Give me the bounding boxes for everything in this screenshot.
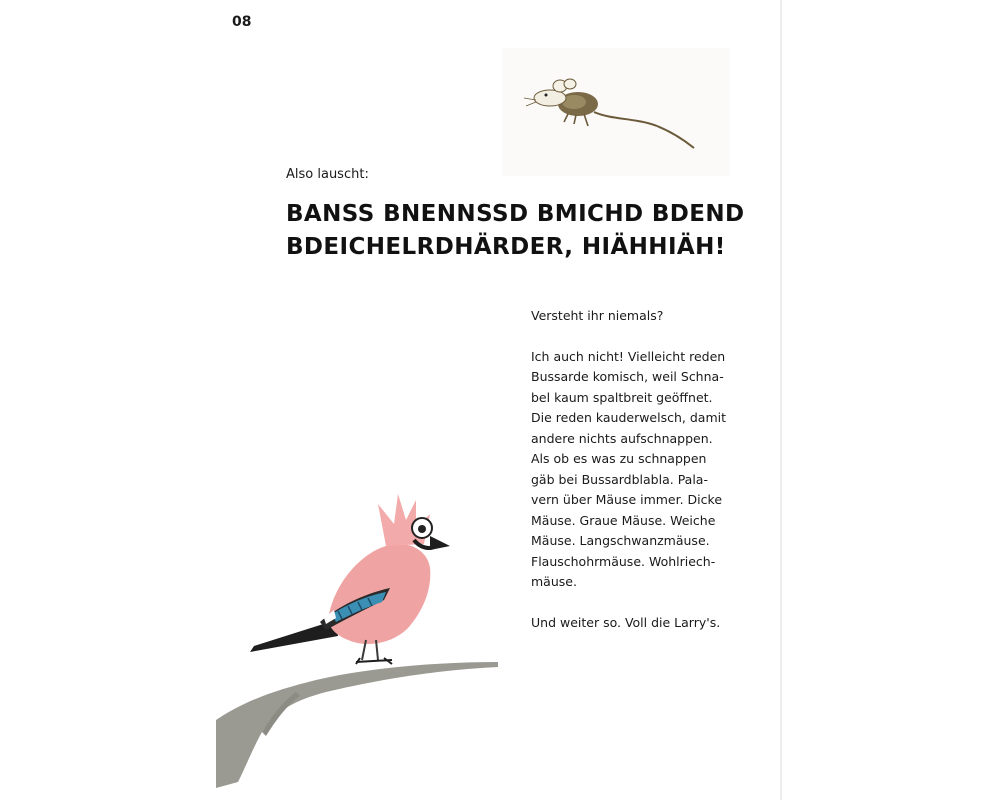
main-paragraph bbox=[531, 347, 726, 593]
intro-text: Also lauscht: bbox=[286, 167, 369, 182]
paragraph-line: Bussarde komisch, weil Schna- bbox=[531, 369, 724, 384]
paragraph-line: gäb bei Bussardblabla. Pala- bbox=[531, 471, 708, 487]
bird-on-branch-drawing bbox=[216, 470, 516, 800]
paragraph-line: Die reden kauderwelsch, damit bbox=[531, 410, 726, 425]
mouse-drawing bbox=[502, 48, 730, 176]
question-text: Versteht ihr niemals? bbox=[531, 308, 664, 323]
paragraph-line: Als ob es was zu schnappen bbox=[531, 451, 707, 466]
paragraph-line: mäuse. bbox=[531, 574, 577, 589]
headline bbox=[286, 198, 746, 264]
body-text-column bbox=[531, 306, 726, 653]
closing-text: Und weiter so. Voll die Larry's. bbox=[531, 614, 721, 630]
paragraph-line: Mäuse. Graue Mäuse. Weiche bbox=[531, 512, 716, 528]
headline-line-1: BANSS BNENNSSD BMICHD BDEND bbox=[286, 201, 745, 227]
mouse-illustration bbox=[502, 48, 730, 176]
jay-bird-illustration bbox=[216, 470, 516, 800]
paragraph-line: vern über Mäuse immer. Dicke bbox=[531, 492, 723, 507]
paragraph-line: Mäuse. Langschwanzmäuse. bbox=[531, 533, 710, 548]
paragraph-line: bel kaum spaltbreit geöffnet. bbox=[531, 389, 713, 405]
right-margin bbox=[782, 0, 1000, 800]
page-number: 08 bbox=[232, 14, 252, 30]
branch-illustration bbox=[216, 662, 498, 788]
paragraph-line: Flauschohrmäuse. Wohlriech- bbox=[531, 553, 716, 569]
paragraph-line: andere nichts aufschnappen. bbox=[531, 430, 713, 446]
paragraph-line: Ich auch nicht! Vielleicht reden bbox=[531, 348, 726, 364]
headline-line-2: BDEICHELRDHÄRDER, HIÄHHIÄH! bbox=[286, 234, 726, 260]
